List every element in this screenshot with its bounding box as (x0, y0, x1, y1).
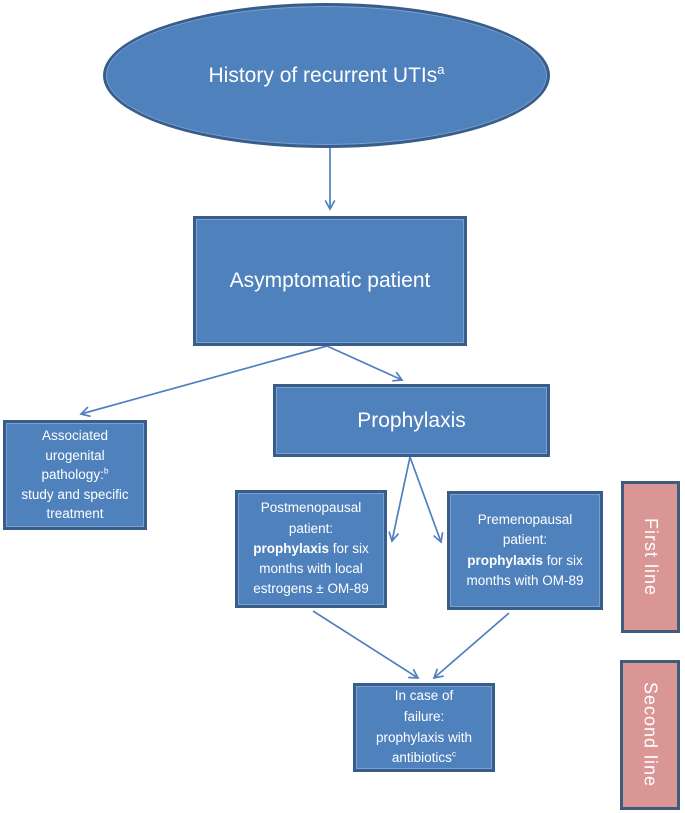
history-label: History of recurrent UTIs (208, 63, 438, 87)
text-line: pathology: (41, 467, 104, 483)
postmenopausal-box (235, 490, 387, 608)
text-line: patient: (288, 520, 334, 536)
footnote-b: b (103, 465, 109, 476)
premenopausal-box (447, 491, 603, 610)
failure-text (376, 686, 472, 770)
text-line: months with OM-89 (466, 572, 584, 588)
asymptomatic-patient-box (193, 216, 467, 346)
failure-box (353, 683, 495, 772)
premenopausal-text (466, 510, 583, 591)
text-line: Premenopausal (477, 512, 573, 527)
arrow-prophylaxis-to-premenopausal (410, 457, 441, 542)
history-ellipse (103, 3, 550, 148)
associated-pathology-text (21, 426, 128, 524)
text-line: failure: (403, 708, 445, 724)
text-line: treatment (46, 506, 104, 522)
first-line-text: First line (641, 517, 661, 596)
text-line: antibiotics (391, 750, 452, 766)
text-line: study and specific (21, 486, 129, 502)
associated-pathology-box (3, 420, 147, 530)
text-line: Postmenopausal (260, 500, 362, 516)
text-line: for six (329, 540, 369, 556)
footnote-c: c (451, 748, 457, 759)
history-text (208, 61, 445, 88)
text-line: In case of (394, 687, 454, 703)
footnote-a: a (437, 61, 445, 77)
text-line: for six (543, 552, 583, 568)
arrow-asymptomatic-to-prophylaxis (327, 346, 402, 380)
postmenopausal-text (253, 498, 369, 599)
asymptomatic-label: Asymptomatic patient (229, 269, 431, 292)
prophylaxis-box (273, 384, 550, 457)
first-line-label (621, 481, 680, 633)
second-line-text: Second line (640, 682, 661, 788)
text-line: patient: (502, 532, 548, 548)
text-line-bold: prophylaxis (253, 540, 329, 556)
second-line-label (620, 660, 680, 810)
prophylaxis-label: Prophylaxis (357, 408, 466, 432)
arrow-postmenopausal-to-failure (313, 611, 418, 678)
text-line: Associated (41, 428, 109, 444)
arrow-prophylaxis-to-postmenopausal (392, 457, 410, 541)
text-line-bold: prophylaxis (467, 552, 543, 568)
text-line: estrogens ± OM-89 (253, 581, 369, 597)
text-line: months with local (259, 561, 363, 577)
text-line: prophylaxis with (375, 729, 473, 745)
arrow-premenopausal-to-failure (434, 613, 509, 678)
text-line: urogenital (45, 447, 105, 463)
